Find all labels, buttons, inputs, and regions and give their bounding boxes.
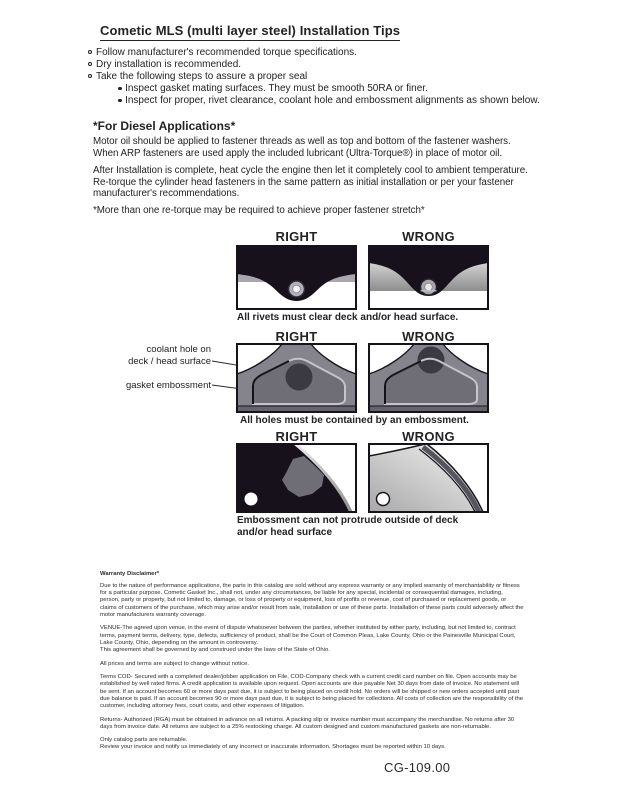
retorque-note: *More than one re-torque may be required to achieve proper fastener stretch* — [93, 205, 425, 216]
caption-text: Embossment can not protrude outside of deck — [237, 515, 459, 526]
dot-bullet-icon — [118, 99, 122, 103]
right-label-row3: RIGHT — [275, 429, 318, 444]
disclaimer-paragraph: VENUE-The agreed upon venue, in the event of dispute whatsoever between the parties, whether instituted by either party, including, but not limited to, contract terms, payment terms, delivery, type, defects, sufficiency of product, shall be the Court of Common Pleas, Lake County, Ohio or the Painesville Municipal Court, Lake County, Ohio, depending on the amount in controversy. — [100, 625, 516, 646]
right-label-row1: RIGHT — [275, 229, 318, 244]
circle-bullet-icon — [88, 74, 92, 78]
list-item — [88, 71, 548, 83]
wrong-label-row2: WRONG — [402, 329, 455, 344]
installation-tips-list — [88, 47, 548, 107]
page-number: CG-109.00 — [384, 760, 451, 775]
annotation-text: deck / head surface — [128, 355, 211, 367]
disclaimer-heading: Warranty Disclaimer* — [100, 571, 160, 577]
embossment-wrong-diagram — [368, 343, 489, 418]
list-item — [118, 83, 548, 95]
list-item — [118, 95, 548, 107]
dot-bullet-icon — [118, 87, 122, 91]
embossment-right-illustration — [236, 343, 357, 413]
right-label-row2: RIGHT — [275, 329, 318, 344]
page-title: Cometic MLS (multi layer steel) Installation Tips — [100, 23, 400, 41]
protrusion-wrong-illustration — [368, 443, 489, 513]
disclaimer-paragraph: All prices and terms are subject to change without notice. — [100, 660, 249, 667]
disclaimer-paragraph: This agreement shall be governed by and construed under the laws of the State of Ohio. — [100, 646, 330, 653]
wrong-label-row3: WRONG — [402, 429, 455, 444]
diesel-applications-heading: *For Diesel Applications* — [93, 119, 236, 133]
disclaimer-paragraph: Terms COD- Secured with a completed dealer/jobber application on File, COD-Company check with a current credit card number on file. Open accounts may be established by well rated firms. A credit application is available upon request. Open accounts are due payable Net 30 days from date of invoice. No statement will be sent. If an account becomes 60 or more days past due, it is subject to being placed on credit hold. No orders will be shipped or new orders accepted until past due balance is paid. If an account becomes 90 or more days past due, it is subject to being placed for collections. All costs of collection are the responsibility of the customer, including attorney fees, court costs, and other expenses of litigation. — [100, 674, 524, 709]
annotation-text: coolant hole on — [146, 344, 211, 355]
row2-caption: All holes must be contained by an embossment. — [240, 415, 469, 426]
row3-caption — [237, 515, 517, 538]
annotation-text: gasket embossment — [125, 380, 211, 391]
tip-text: Inspect for proper, rivet clearance, coolant hole and embossment alignments as shown below. — [125, 95, 540, 106]
disclaimer-paragraph: Review your invoice and notify us immediately of any incorrect or inaccurate information. Shortages must be reported within 10 days. — [100, 744, 446, 751]
list-item — [88, 59, 548, 71]
row1-caption: All rivets must clear deck and/or head surface. — [237, 312, 459, 323]
rivet-wrong-diagram — [368, 245, 489, 315]
rivet-right-diagram — [236, 245, 357, 315]
disclaimer-paragraph: Returns- Authorized (RGA) must be obtained in advance on all returns. A packing slip or invoice number must accompany the merchandise. No returns after 30 days from invoice date. All returns are subject to a 25% restocking charge. All custom designed and custom manufactured gaskets are non-returnable. — [100, 716, 515, 730]
circle-bullet-icon — [88, 62, 92, 66]
caption-text: and/or head surface — [237, 526, 333, 538]
disclaimer-paragraph: Only catalog parts are returnable. — [100, 737, 188, 744]
disclaimer-paragraph: Due to the nature of performance applications, the parts in this catalog are sold without any express warranty or any implied warranty of merchantability or fitness for a particular purpose. Cometic Gasket Inc., shall not, under any circumstances, be liable for any special, incidental or consequential damages, including, person, party or property, but not limited to, damage, or loss of property or equipment, loss of profits or revenue, cost of purchased or replacement goods, or claims of customers of the purchase, which may arise and/or result from sale, installation or use of these parts. Installation of these parts could adversely affect the motor manufacturers warranty coverage. — [100, 583, 524, 618]
diesel-paragraph-1: Motor oil should be applied to fastener threads as well as top and bottom of the fastener washers. When ARP fasteners are used apply the included lubricant (Ultra-Torque®) in place of motor oil. — [93, 136, 511, 159]
rivet-wrong-illustration — [368, 245, 489, 310]
diesel-paragraph-2: After Installation is complete, heat cycle the engine then let it completely cool to ambient temperature. Re-torque the cylinder head fasteners in the same pattern as initial installation or per your fastener manufacturer's recommendations. — [93, 165, 528, 200]
wrong-label-row1: WRONG — [402, 229, 455, 244]
tip-text: Dry installation is recommended. — [96, 59, 242, 70]
circle-bullet-icon — [88, 50, 92, 54]
coolant-hole-annotation — [96, 344, 211, 367]
rivet-right-illustration — [236, 245, 357, 310]
tip-text: Inspect gasket mating surfaces. They must be smooth 50RA or finer. — [125, 83, 428, 94]
tip-text: Follow manufacturer's recommended torque specifications. — [96, 47, 357, 58]
protrusion-wrong-diagram — [368, 443, 489, 518]
gasket-embossment-annotation — [96, 380, 211, 392]
protrusion-right-illustration — [236, 443, 357, 513]
protrusion-right-diagram — [236, 443, 357, 518]
warranty-disclaimer-block — [100, 571, 524, 752]
embossment-right-diagram — [236, 343, 357, 418]
embossment-wrong-illustration — [368, 343, 489, 413]
tip-text: Take the following steps to assure a proper seal — [96, 71, 308, 82]
list-item — [88, 47, 548, 59]
